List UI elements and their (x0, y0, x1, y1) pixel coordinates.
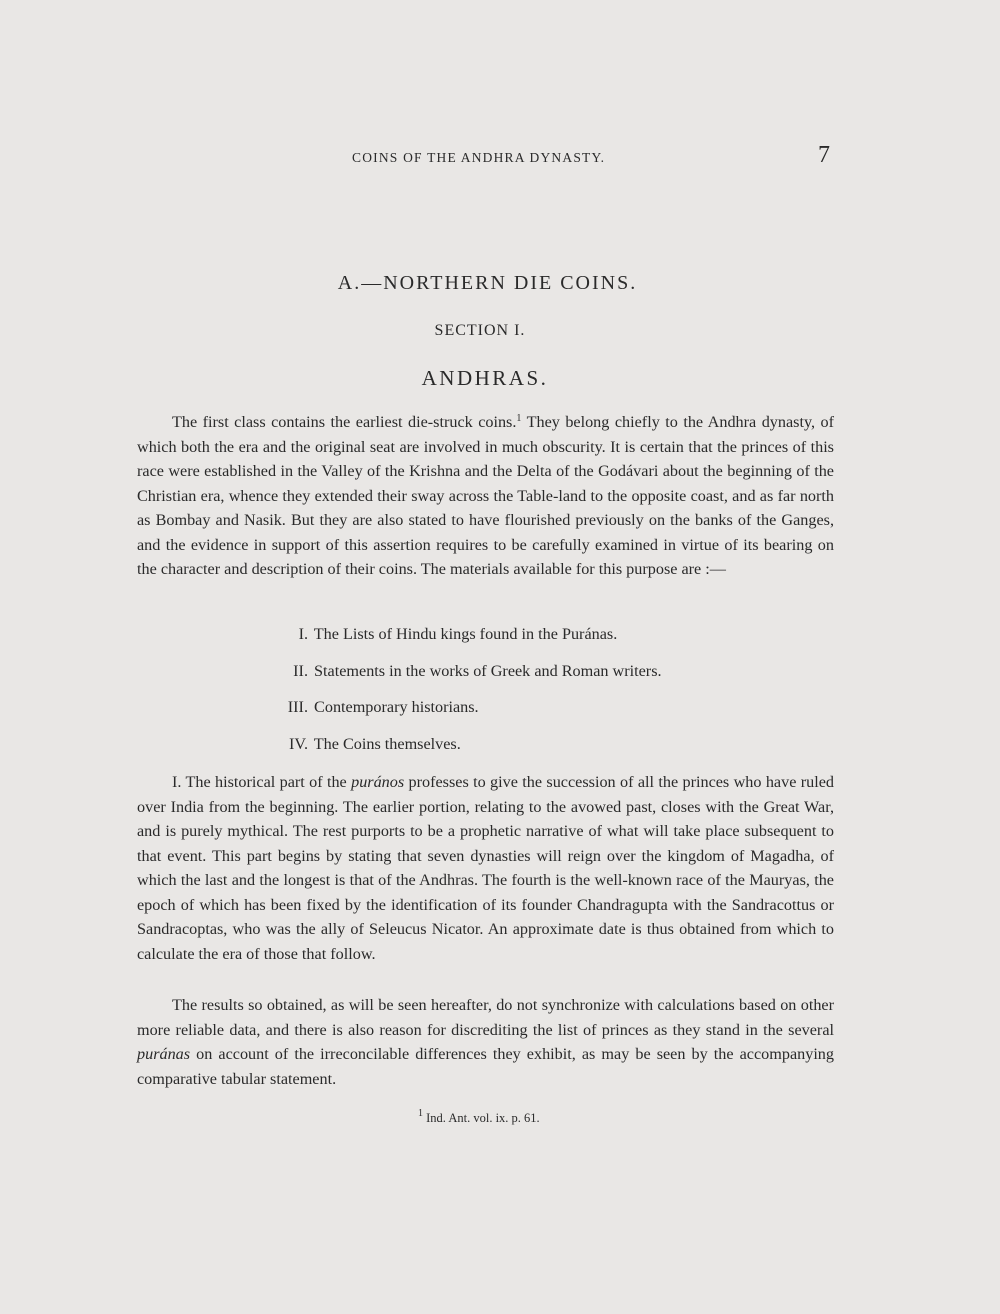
list-item-number: II. (293, 661, 308, 680)
paragraph-puranas (137, 770, 834, 966)
paragraph-intro (137, 410, 834, 582)
paragraph-results-part-b: on account of the irreconcilable differences they exhibit, as may be seen by the accompanying comparative tabular statement. (137, 1045, 834, 1088)
sub-heading (0, 366, 1000, 391)
section-heading-text: SECTION I. (434, 322, 526, 339)
list-item-text: Contemporary historians. (314, 698, 479, 716)
list-item-number: I. (298, 625, 308, 643)
paragraph-puranas-part-b: professes to give the succession of all the princes who have ruled over India from the beginning. The earlier portion, relating to the avowed past, closes with the Great War, and is purely mythical. The rest purports to be a prophetic narrative of what will take place subsequent to that event. This part begins by stating that seven dynasties will reign over the kingdom of Magadha, of which the last and the longest is that of the Andhras. The fourth is the well-known race of the Mauryas, the epoch of which has been fixed by the identification of its founder Chandragupta with the Sandracottus or Sandracoptas, who was the ally of Seleucus Nicator. An approximate date is thus obtained from which to calculate the era of those that follow. (137, 773, 834, 963)
paragraph-results-italic: puránas (137, 1045, 191, 1063)
list-item (260, 695, 820, 732)
page-number: 7 (818, 142, 830, 168)
list-item-text: The Lists of Hindu kings found in the Puránas. (313, 625, 618, 643)
footnote-marker: 1 (418, 1108, 423, 1119)
list-item-text: Statements in the works of Greek and Roman writers. (314, 661, 662, 680)
materials-list (260, 622, 820, 768)
paragraph-puranas-italic: purános (351, 773, 405, 791)
section-heading (0, 322, 1000, 340)
list-item (260, 622, 820, 659)
list-item-number: IV. (288, 734, 308, 753)
list-item-text: The Coins themselves. (313, 734, 461, 753)
list-item (260, 659, 820, 696)
paragraph-puranas-part-a: I. The historical part of the (172, 773, 352, 791)
sub-heading-text: ANDHRAS. (421, 366, 549, 390)
main-heading-text: A.—NORTHERN DIE COINS. (337, 272, 638, 294)
paragraph-intro-part-a: The first class contains the earliest die-struck coins. (172, 413, 517, 431)
paragraph-intro-part-b: They belong chiefly to the Andhra dynasty, of which both the era and the original seat are involved in much obscurity. It is certain that the princes of this race were established in the Valley of the Krishna and the Delta of the Godávari about the beginning of the Christian era, whence they extended their sway across the Table-land to the opposite coast, and as far north as Bombay and Nasik. But they are also stated to have flourished previously on the banks of the Ganges, and the evidence in support of this assertion requires to be carefully examined in virtue of its bearing on the character and description of their coins. The materials available for this purpose are :— (137, 413, 834, 578)
list-item-number: III. (287, 698, 308, 716)
footnote (418, 1108, 540, 1126)
footnote-reference: 1 (516, 413, 522, 424)
list-item (260, 732, 820, 769)
running-header: COINS OF THE ANDHRA DYNASTY. (352, 150, 606, 165)
paragraph-results (137, 993, 834, 1091)
footnote-text: Ind. Ant. vol. ix. p. 61. (423, 1111, 540, 1125)
main-heading (0, 272, 1000, 295)
paragraph-results-part-a: The results so obtained, as will be seen hereafter, do not synchronize with calculations based on other more reliable data, and there is also reason for discrediting the list of princes as they stand in the several (137, 996, 834, 1039)
